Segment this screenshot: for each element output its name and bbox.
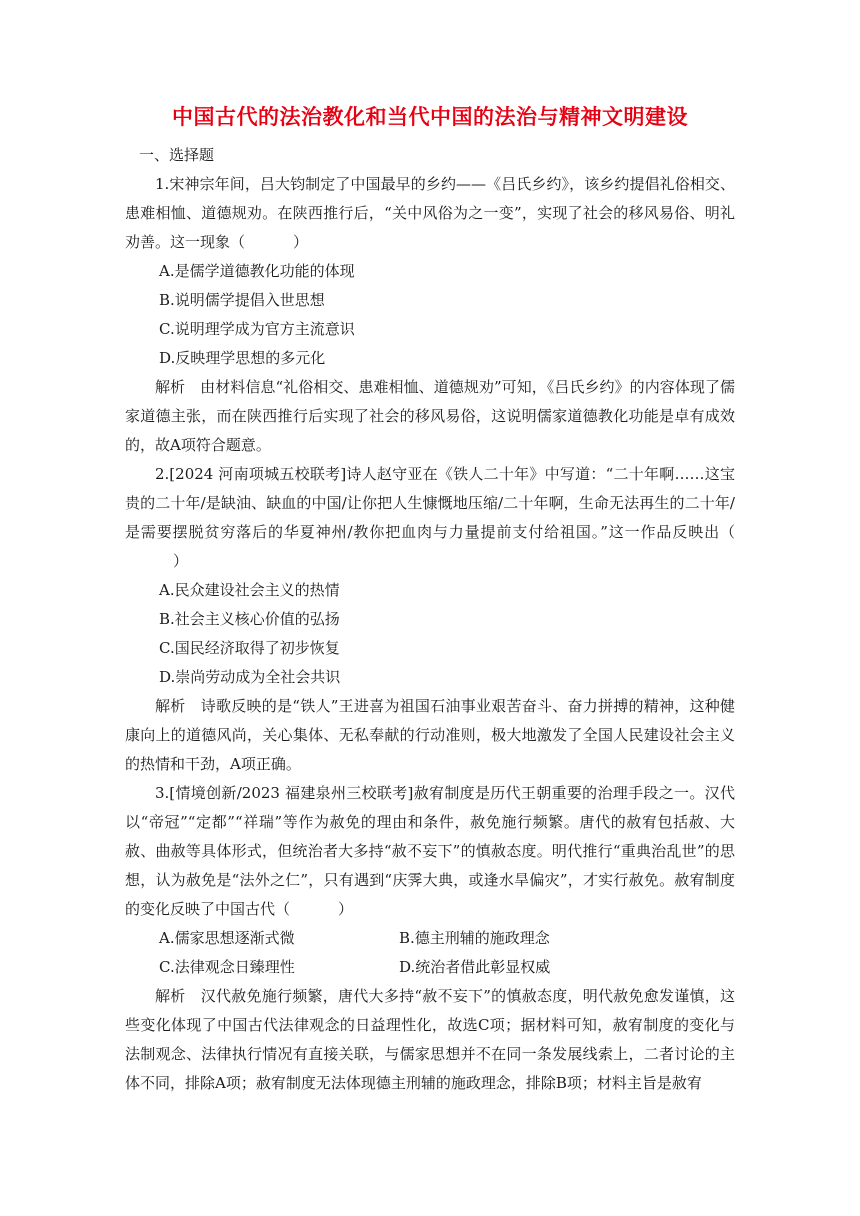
question-1-option-c: C.说明理学成为官方主流意识 xyxy=(159,320,355,338)
question-3-options-row-1 xyxy=(125,924,735,953)
question-1-option-d: D.反映理学思想的多元化 xyxy=(159,349,326,367)
document-body xyxy=(125,141,735,1098)
question-3-option-b: B.德主刑辅的施政理念 xyxy=(399,929,550,947)
question-1-option-b: B.说明儒学提倡入世思想 xyxy=(159,291,325,309)
question-3-analysis: 解析 汉代赦免施行频繁，唐代大多持“赦不妄下”的慎赦态度，明代赦免愈发谨慎，这些变化体现了中国古代法律观念的日益理性化，故选C项；据材料可知，赦宥制度的变化与法制观念、法律执行情况有直接关联，与儒家思想并不在同一条发展线索上，二者讨论的主体不同，排除A项；赦宥制度无法体现德主刑辅的施政理念，排除B项；材料主旨是赦宥 xyxy=(125,987,735,1092)
question-2-option-a: A.民众建设社会主义的热情 xyxy=(159,581,340,599)
question-2-stem: 2.[2024 河南项城五校联考]诗人赵守亚在《铁人二十年》中写道：“二十年啊……这宝贵的二十年/是缺油、缺血的中国/让你把人生慷慨地压缩/二十年啊，生命无法再生的二十年/是需要摆脱贫穷落后的华夏神州/教你把血肉与力量提前支付给祖国。”这一作品反映出（） xyxy=(125,465,735,570)
question-2-option-d: D.崇尚劳动成为全社会共识 xyxy=(159,668,341,686)
section-heading: 一、选择题 xyxy=(139,146,215,164)
question-3-stem: 3.[情境创新/2023 福建泉州三校联考]赦宥制度是历代王朝重要的治理手段之一。汉代以“帝冠”“定都”“祥瑞”等作为赦免的理由和条件，赦免施行频繁。唐代的赦宥包括赦、大赦、曲赦等具体形式，但统治者大多持“赦不妄下”的慎赦态度。明代推行“重典治乱世”的思想，认为赦免是“法外之仁”，只有遇到“庆霁大典，或逢水旱偏灾”，才实行赦免。赦宥制度的变化反映了中国古代（ ） xyxy=(125,784,735,918)
question-3-option-a: A.儒家思想逐渐式微 xyxy=(159,929,295,947)
question-1-stem: 1.宋神宗年间，吕大钧制定了中国最早的乡约——《吕氏乡约》，该乡约提倡礼俗相交、患难相恤、道德规劝。在陕西推行后，“关中风俗为之一变”，实现了社会的移风易俗、明礼劝善。这一现象（ ） xyxy=(125,175,735,251)
question-1-analysis: 解析 由材料信息“礼俗相交、患难相恤、道德规劝”可知，《吕氏乡约》的内容体现了儒家道德主张，而在陕西推行后实现了社会的移风易俗，这说明儒家道德教化功能是卓有成效的，故A项符合题意。 xyxy=(125,378,735,454)
question-3-option-d: D.统治者借此彰显权威 xyxy=(399,958,551,976)
question-3-options-row-2 xyxy=(125,953,735,982)
page-title: 中国古代的法治教化和当代中国的法治与精神文明建设 xyxy=(172,104,688,129)
question-2-option-c: C.国民经济取得了初步恢复 xyxy=(159,639,340,657)
question-3-option-c: C.法律观念日臻理性 xyxy=(159,958,295,976)
question-1-option-a: A.是儒学道德教化功能的体现 xyxy=(159,262,355,280)
question-2-analysis: 解析 诗歌反映的是“铁人”王进喜为祖国石油事业艰苦奋斗、奋力拼搏的精神，这种健康向上的道德风尚，关心集体、无私奉献的行动准则，极大地激发了全国人民建设社会主义的热情和干劲，A项正确。 xyxy=(125,697,735,773)
question-2-option-b: B.社会主义核心价值的弘扬 xyxy=(159,610,340,628)
